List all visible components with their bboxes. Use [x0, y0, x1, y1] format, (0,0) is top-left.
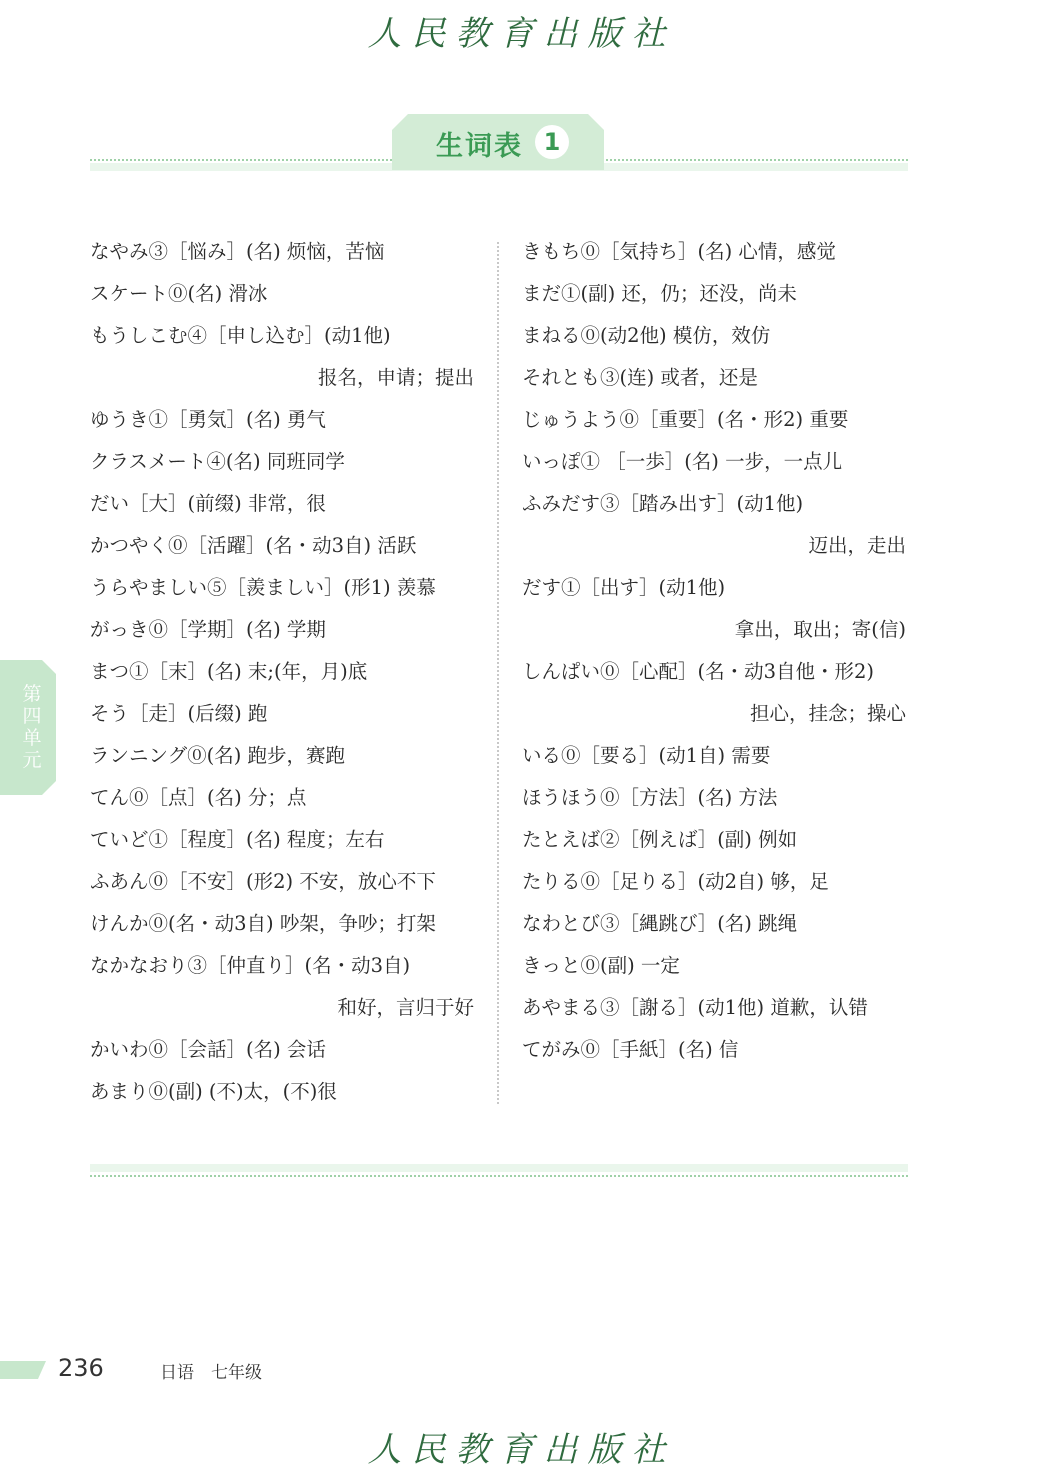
- vocab-entry: てがみ⓪［手紙］(名) 信: [522, 1038, 739, 1061]
- bottom-band: [90, 1164, 908, 1172]
- vocab-entry: だい［大］(前缀) 非常，很: [90, 492, 326, 515]
- vocab-entry: そう［走］(后缀) 跑: [90, 702, 268, 725]
- vocab-entry: あまり⓪(副) (不)太，(不)很: [90, 1080, 337, 1103]
- vocab-entry: きっと⓪(副) 一定: [522, 954, 680, 977]
- column-divider: [497, 242, 499, 1104]
- vocab-entry-continuation: 和好，言归于好: [337, 996, 474, 1019]
- vocab-entry: てん⓪［点］(名) 分；点: [90, 786, 307, 809]
- vocab-entry: ゆうき①［勇気］(名) 勇气: [90, 408, 326, 431]
- vocab-entry: ほうほう⓪［方法］(名) 方法: [522, 786, 778, 809]
- vocab-entry: まねる⓪(动2他) 模仿，效仿: [522, 324, 771, 347]
- vocab-entry: あやまる③［謝る］(动1他) 道歉，认错: [522, 996, 868, 1019]
- vocab-entry: かいわ⓪［会話］(名) 会话: [90, 1038, 326, 1061]
- vocab-entry: まだ①(副) 还，仍；还没，尚未: [522, 282, 797, 305]
- publisher-logo-top: 人民教育出版社: [367, 14, 676, 54]
- book-name: 日语 七年级: [160, 1363, 262, 1383]
- vocab-entry: なかなおり③［仲直り］(名・动3自): [90, 954, 411, 977]
- vocab-entry: まつ①［末］(名) 末;(年，月)底: [90, 660, 368, 683]
- vocab-column-left: [90, 231, 474, 1113]
- vocab-entry: かつやく⓪［活躍］(名・动3自) 活跃: [90, 534, 417, 557]
- vocab-entry: ランニング⓪(名) 跑步，赛跑: [90, 744, 346, 767]
- vocab-entry: しんぱい⓪［心配］(名・动3自他・形2): [522, 660, 875, 683]
- vocab-entry: がっき⓪［学期］(名) 学期: [90, 618, 326, 641]
- vocab-entry: ふあん⓪［不安］(形2) 不安，放心不下: [90, 870, 436, 893]
- vocab-entry: それとも③(连) 或者，还是: [522, 366, 758, 389]
- vocab-entry: スケート⓪(名) 滑冰: [90, 282, 268, 305]
- vocab-entry: うらやましい⑤［羨ましい］(形1) 羡慕: [90, 576, 436, 599]
- unit-side-label: 第 四 单 元: [22, 683, 42, 771]
- vocab-column-right: [522, 231, 906, 1071]
- vocab-entry-continuation: 拿出，取出；寄(信): [734, 618, 906, 641]
- footer-accent-bar: [0, 1361, 46, 1379]
- vocab-entry: けんか⓪(名・动3自) 吵架，争吵；打架: [90, 912, 436, 935]
- vocab-entry: ていど①［程度］(名) 程度；左右: [90, 828, 385, 851]
- vocab-entry-continuation: 迈出，走出: [808, 534, 906, 557]
- page-number: 236: [58, 1354, 104, 1382]
- bottom-rule: [90, 1175, 908, 1177]
- vocab-entry: いる⓪［要る］(动1自) 需要: [522, 744, 771, 767]
- vocab-entry: ふみだす③［踏み出す］(动1他): [522, 492, 804, 515]
- vocab-entry: なわとび③［縄跳び］(名) 跳绳: [522, 912, 798, 935]
- vocab-entry: きもち⓪［気持ち］(名) 心情，感觉: [522, 240, 836, 263]
- section-title: 生词表: [436, 131, 523, 162]
- section-number-badge: 1: [535, 125, 569, 159]
- vocab-entry: なやみ③［悩み］(名) 烦恼，苦恼: [90, 240, 385, 263]
- publisher-logo-bottom: 人民教育出版社: [367, 1430, 676, 1470]
- vocab-entry: たとえば②［例えば］(副) 例如: [522, 828, 798, 851]
- vocab-entry: もうしこむ④［申し込む］(动1他): [90, 324, 391, 347]
- vocab-entry: じゅうよう⓪［重要］(名・形2) 重要: [522, 408, 849, 431]
- vocab-entry: だす①［出す］(动1他): [522, 576, 726, 599]
- vocab-entry: たりる⓪［足りる］(动2自) 够，足: [522, 870, 829, 893]
- vocab-entry: クラスメート④(名) 同班同学: [90, 450, 345, 473]
- vocab-entry-continuation: 担心，挂念；操心: [749, 702, 906, 725]
- vocab-entry-continuation: 报名，申请；提出: [317, 366, 474, 389]
- vocab-entry: いっぽ① ［一歩］(名) 一步，一点儿: [522, 450, 843, 473]
